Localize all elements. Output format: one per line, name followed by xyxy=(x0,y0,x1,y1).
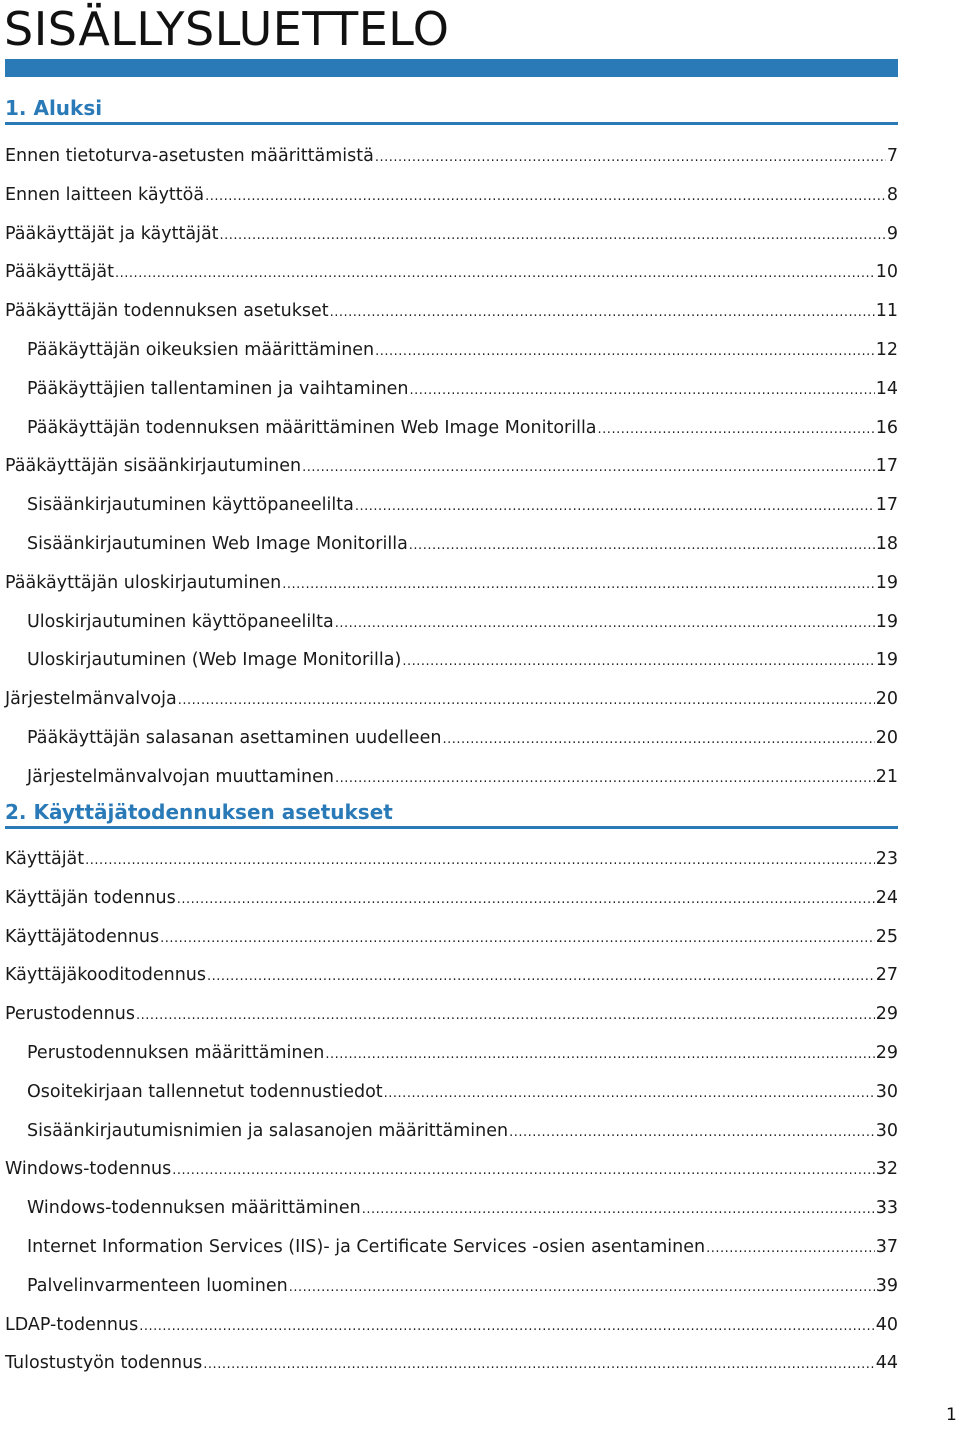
toc-entry[interactable] xyxy=(5,684,898,714)
toc-entry-page: 17 xyxy=(875,495,898,516)
toc-entry[interactable] xyxy=(27,374,898,404)
toc-entry-leader xyxy=(178,686,875,716)
toc-entry-leader xyxy=(409,531,875,561)
toc-entry-title: Käyttäjätodennus xyxy=(5,926,160,947)
toc-entry-page: 8 xyxy=(886,184,898,205)
toc-entry-title: Palvelinvarmenteen luominen xyxy=(27,1275,288,1296)
toc-entry-page: 30 xyxy=(875,1081,898,1102)
toc-entry-page: 29 xyxy=(875,1004,898,1025)
toc-entry-title: Pääkäyttäjän salasanan asettaminen uudelleen xyxy=(27,728,442,748)
toc-entry[interactable] xyxy=(27,413,898,443)
toc-entry-leader xyxy=(509,1118,875,1148)
toc-entry-leader xyxy=(220,221,886,251)
toc-entry[interactable] xyxy=(27,490,898,520)
toc-entry-title: Pääkäyttäjän uloskirjautuminen xyxy=(5,572,282,593)
toc-entry-page: 25 xyxy=(875,926,898,947)
toc-entry-leader xyxy=(85,846,875,876)
toc-entry[interactable] xyxy=(27,529,898,559)
toc-entry-page: 11 xyxy=(875,301,898,322)
toc-entry-page: 20 xyxy=(875,689,898,710)
toc-entry-page: 19 xyxy=(875,650,898,671)
toc-entry[interactable] xyxy=(5,1310,898,1340)
toc-entry[interactable] xyxy=(5,180,898,210)
toc-entry-title: Windows-todennus xyxy=(5,1159,172,1180)
toc-entry-leader xyxy=(384,1079,875,1109)
toc-entry-page: 24 xyxy=(875,887,898,908)
toc-entry-leader xyxy=(160,924,875,954)
toc-entry-page: 37 xyxy=(875,1237,898,1257)
toc-entry-page: 21 xyxy=(875,766,898,787)
toc-entry-title: Ennen laitteen käyttöä xyxy=(5,184,205,205)
toc-entry-title: Pääkäyttäjän oikeuksien määrittäminen xyxy=(27,340,375,360)
toc-entry[interactable] xyxy=(27,723,898,753)
toc-entry[interactable] xyxy=(5,999,898,1029)
toc-entry-title: Perustodennus xyxy=(5,1004,135,1025)
section-heading xyxy=(5,86,898,125)
toc-entry-title: LDAP-todennus xyxy=(5,1314,139,1335)
toc-entry[interactable] xyxy=(27,762,898,792)
toc-entry-page: 19 xyxy=(875,572,898,593)
toc-entry-leader xyxy=(207,962,875,992)
toc-entry-leader xyxy=(362,1195,875,1225)
toc-entry-leader xyxy=(330,298,875,328)
toc-entry-title: Pääkäyttäjän todennuksen asetukset xyxy=(5,301,329,322)
toc-entry-page: 12 xyxy=(875,340,898,360)
toc-entry-title: Ennen tietoturva-asetusten määrittämistä xyxy=(5,146,374,166)
toc-entry[interactable] xyxy=(5,568,898,598)
toc-entry-leader xyxy=(355,492,875,522)
toc-entry-leader xyxy=(402,647,874,677)
toc-entry-leader xyxy=(136,1001,875,1031)
toc-entry-page: 7 xyxy=(886,146,898,166)
toc-entry-title: Internet Information Services (IIS)- ja Certificate Services -osien asentaminen xyxy=(27,1237,706,1257)
toc-entry[interactable] xyxy=(5,219,898,249)
toc-entry-title: Uloskirjautuminen (Web Image Monitorilla) xyxy=(27,650,402,671)
toc-entry-title: Tulostustyön todennus xyxy=(5,1353,203,1374)
toc-entry-page: 30 xyxy=(875,1120,898,1141)
toc-entry-title: Järjestelmänvalvoja xyxy=(5,689,177,710)
toc-entry-page: 17 xyxy=(875,456,898,477)
toc-entry-leader xyxy=(442,725,874,755)
toc-entry-title: Uloskirjautuminen käyttöpaneelilta xyxy=(27,611,334,632)
toc-entry-leader xyxy=(205,182,886,212)
toc-entry-page: 32 xyxy=(875,1159,898,1180)
toc-entry[interactable] xyxy=(5,257,898,287)
toc-entry-page: 9 xyxy=(886,223,898,244)
toc-entry-page: 27 xyxy=(875,965,898,986)
toc-entry-title: Sisäänkirjautuminen käyttöpaneelilta xyxy=(27,495,354,516)
toc-entry-leader xyxy=(172,1156,874,1186)
toc-entry[interactable] xyxy=(5,451,898,481)
page-number: 1 xyxy=(946,1405,957,1425)
toc-entry[interactable] xyxy=(27,1232,898,1262)
toc-entry-title: Pääkäyttäjän sisäänkirjautuminen xyxy=(5,456,302,477)
section-heading-rule xyxy=(5,826,898,829)
toc-entry[interactable] xyxy=(27,1077,898,1107)
section-heading-rule xyxy=(5,122,898,125)
toc-entry-page: 19 xyxy=(875,611,898,632)
toc-entry[interactable] xyxy=(5,296,898,326)
toc-entry-leader xyxy=(410,376,875,406)
toc-entry-title: Sisäänkirjautumisnimien ja salasanojen määrittäminen xyxy=(27,1120,509,1141)
toc-entry[interactable] xyxy=(27,1271,898,1301)
toc-entry-page: 23 xyxy=(875,849,898,869)
title-bar xyxy=(5,59,898,77)
toc-entry-leader xyxy=(706,1234,875,1264)
toc-entry-page: 29 xyxy=(875,1043,898,1063)
toc-entry-title: Käyttäjän todennus xyxy=(5,887,176,908)
toc-entry[interactable] xyxy=(5,141,898,171)
toc-entry[interactable] xyxy=(5,960,898,990)
toc-entry-title: Käyttäjät xyxy=(5,849,85,869)
toc-entry[interactable] xyxy=(5,883,898,913)
toc-entry-leader xyxy=(289,1273,875,1303)
toc-entry-title: Pääkäyttäjien tallentaminen ja vaihtaminen xyxy=(27,378,409,399)
toc-entry-title: Osoitekirjaan tallennetut todennustiedot xyxy=(27,1081,383,1102)
toc-entry-leader xyxy=(282,570,874,600)
toc-entry-leader xyxy=(177,885,875,915)
toc-entry-leader xyxy=(139,1312,875,1342)
toc-entry-page: 33 xyxy=(875,1198,898,1219)
toc-entry-title: Järjestelmänvalvojan muuttaminen xyxy=(27,766,334,787)
toc-entry-page: 20 xyxy=(875,728,898,748)
toc-entry-title: Käyttäjäkooditodennus xyxy=(5,965,207,986)
toc-entry[interactable] xyxy=(27,645,898,675)
toc-entry-leader xyxy=(302,453,875,483)
toc-entry-leader xyxy=(375,143,886,173)
toc-entry[interactable] xyxy=(5,1154,898,1184)
toc-entry-leader xyxy=(375,337,875,367)
toc-entry-leader xyxy=(325,1040,874,1070)
toc-entry-leader xyxy=(598,415,875,445)
toc-entry-page: 16 xyxy=(875,417,898,438)
toc-entry-leader xyxy=(335,609,875,639)
toc-entry[interactable] xyxy=(27,1193,898,1223)
toc-entry-leader xyxy=(203,1350,874,1380)
toc-entry-title: Windows-todennuksen määrittäminen xyxy=(27,1198,361,1219)
toc-entry-page: 18 xyxy=(875,534,898,554)
toc-entry[interactable] xyxy=(5,844,898,874)
toc-entry[interactable] xyxy=(27,607,898,637)
toc-entry-leader xyxy=(115,259,875,289)
toc-entry-title: Pääkäyttäjät ja käyttäjät xyxy=(5,223,219,244)
toc-entry-page: 14 xyxy=(875,378,898,399)
toc-entry[interactable] xyxy=(5,1348,898,1378)
toc-entry[interactable] xyxy=(27,335,898,365)
toc-entry-page: 44 xyxy=(875,1353,898,1374)
section-heading xyxy=(5,790,898,829)
toc-entry-title: Pääkäyttäjän todennuksen määrittäminen Web Image Monitorilla xyxy=(27,417,597,438)
toc-entry[interactable] xyxy=(27,1038,898,1068)
toc-entry-title: Perustodennuksen määrittäminen xyxy=(27,1043,325,1063)
toc-entry-page: 40 xyxy=(875,1314,898,1335)
page-title: SISÄLLYSLUETTELO xyxy=(4,2,450,56)
toc-entry-page: 10 xyxy=(875,262,898,283)
toc-entry-title: Sisäänkirjautuminen Web Image Monitorilla xyxy=(27,534,408,554)
toc-entry[interactable] xyxy=(5,922,898,952)
section-heading-label: 1. Aluksi xyxy=(5,96,103,120)
toc-entry-page: 39 xyxy=(875,1275,898,1296)
toc-entry-title: Pääkäyttäjät xyxy=(5,262,115,283)
section-heading-label: 2. Käyttäjätodennuksen asetukset xyxy=(5,800,393,824)
toc-entry[interactable] xyxy=(27,1116,898,1146)
